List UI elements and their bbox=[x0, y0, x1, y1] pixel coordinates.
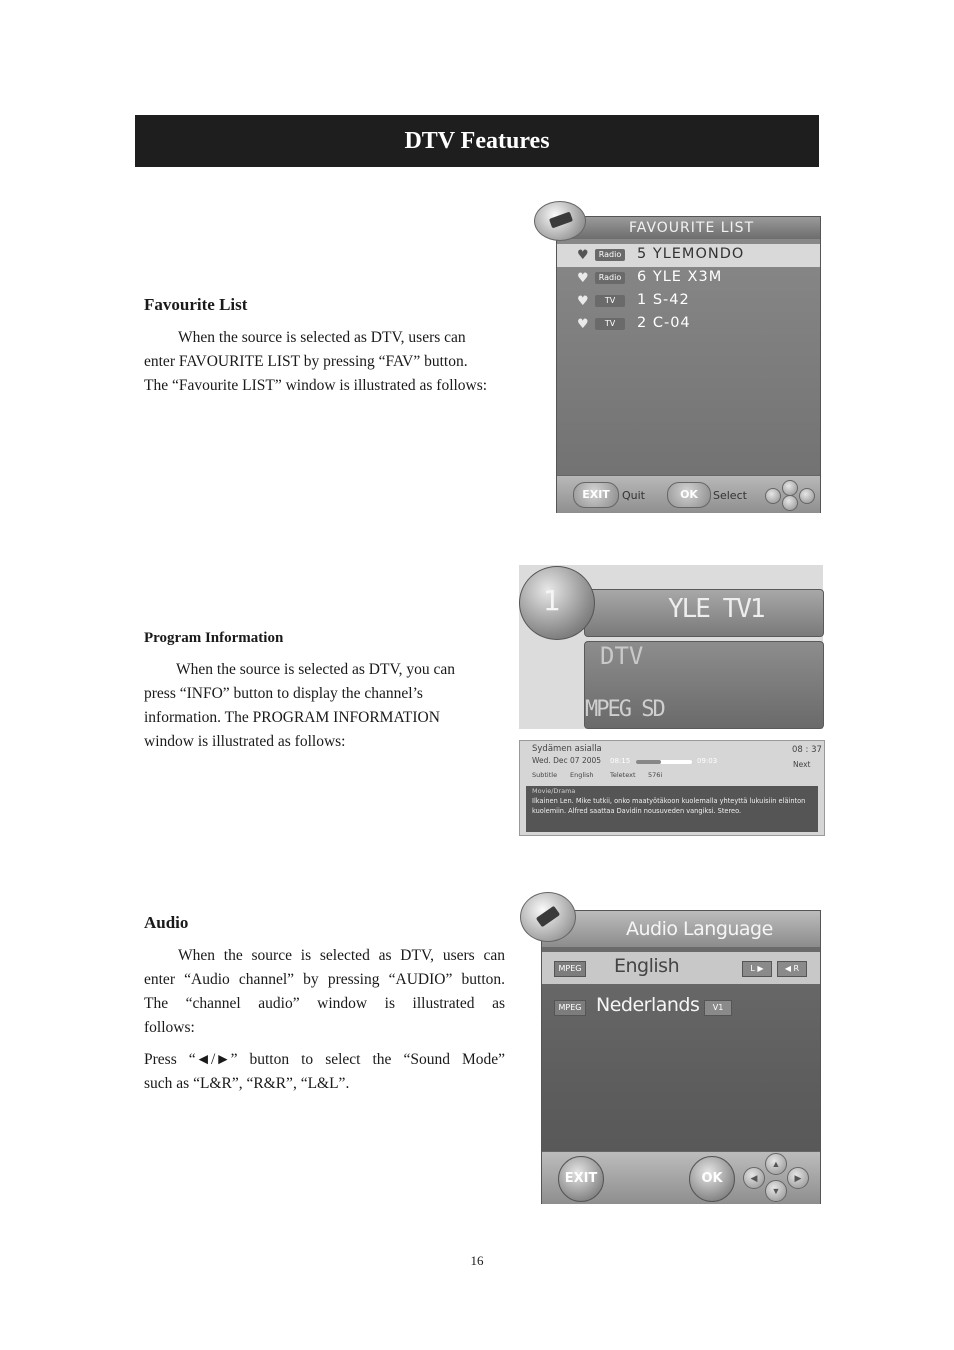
favourite-item[interactable] bbox=[557, 290, 820, 313]
language-name: Nederlands bbox=[596, 994, 700, 1016]
dpad-right-icon: ▶ bbox=[787, 1167, 809, 1189]
dpad-icon bbox=[739, 1153, 811, 1203]
dpad-left-icon: ◀ bbox=[743, 1167, 765, 1189]
channel-name: 5 YLEMONDO bbox=[637, 246, 745, 262]
paragraph-line: press “INFO” button to display the channel’s bbox=[144, 685, 423, 702]
subtitle-value: English bbox=[570, 771, 594, 779]
exit-button[interactable]: EXIT bbox=[558, 1156, 604, 1202]
audio-format-tag: MPEG bbox=[554, 1000, 586, 1016]
sound-mode-right-chip: ◀ R bbox=[777, 961, 807, 977]
audio-language-footer bbox=[542, 1151, 820, 1204]
program-information-heading: Program Information bbox=[144, 630, 284, 646]
audio-language-item[interactable] bbox=[542, 991, 820, 1023]
page-header-bar bbox=[135, 115, 819, 167]
program-information-paragraph bbox=[144, 658, 504, 754]
ok-button[interactable]: OK bbox=[689, 1156, 735, 1202]
paragraph-line: follows: bbox=[144, 1019, 195, 1036]
page-number: 16 bbox=[470, 1253, 484, 1268]
favourite-item[interactable] bbox=[557, 267, 820, 290]
language-name: English bbox=[614, 955, 680, 977]
subtitle-label: Subtitle bbox=[532, 771, 558, 779]
description-line: Ilkainen Len. Mike tutkii, onko maatyötäkoon kuolemalla yhteyttä lukuisiin eläinton bbox=[532, 797, 806, 805]
page-title: DTV Features bbox=[404, 127, 550, 154]
favourite-item[interactable] bbox=[557, 244, 820, 267]
channel-name: 1 S-42 bbox=[637, 292, 690, 308]
favourite-list-heading: Favourite List bbox=[144, 295, 248, 314]
program-description bbox=[526, 786, 818, 832]
dpad-down-icon: ▼ bbox=[765, 1180, 787, 1202]
favourite-list-badge-icon bbox=[534, 201, 586, 241]
audio-paragraph bbox=[144, 944, 505, 1040]
program-title: Sydämen asialla bbox=[532, 744, 602, 754]
dpad-down-icon bbox=[782, 495, 798, 511]
channel-name: 2 C-04 bbox=[637, 315, 691, 331]
paragraph-line: window is illustrated as follows: bbox=[144, 733, 346, 750]
paragraph-line: enter “Audio channel” by pressing “AUDIO” button. bbox=[144, 971, 505, 988]
favourite-item[interactable] bbox=[557, 313, 820, 336]
format-label: MPEG SD bbox=[585, 697, 664, 722]
quit-label: Quit bbox=[622, 489, 645, 502]
teletext-label: Teletext bbox=[610, 771, 636, 779]
dpad-icon bbox=[761, 480, 817, 510]
audio-language-title: Audio Language bbox=[542, 911, 820, 947]
channel-number: 1 bbox=[543, 584, 561, 617]
audio-language-item[interactable] bbox=[542, 952, 820, 984]
channel-type-tag: TV bbox=[595, 318, 625, 330]
heart-icon: ♥ bbox=[577, 294, 589, 309]
audio-track-chip: V1 bbox=[704, 1000, 732, 1016]
audio-language-badge-icon bbox=[520, 892, 576, 942]
heart-icon: ♥ bbox=[577, 271, 589, 286]
program-date: Wed. Dec 07 2005 bbox=[532, 756, 602, 765]
favourite-list-footer bbox=[557, 475, 820, 513]
paragraph-line: When the source is selected as DTV, you can bbox=[176, 661, 456, 678]
channel-name: 6 YLE X3M bbox=[637, 269, 723, 285]
source-label: DTV bbox=[600, 642, 644, 670]
exit-button[interactable]: EXIT bbox=[573, 482, 619, 508]
description-line: kuolemiin. Alfred saattaa Davidin nousuveden vangiksi. Stereo. bbox=[532, 807, 742, 815]
heart-icon: ♥ bbox=[577, 317, 589, 332]
paragraph-line: Press “◄/►” button to select the “Sound Mode” bbox=[144, 1051, 505, 1068]
channel-type-tag: Radio bbox=[595, 249, 625, 261]
ok-button[interactable]: OK bbox=[667, 482, 711, 508]
paragraph-line: enter FAVOURITE LIST by pressing “FAV” button. bbox=[144, 353, 468, 370]
dpad-up-icon bbox=[782, 480, 798, 496]
audio-language-screen bbox=[541, 910, 821, 1204]
dpad-right-icon bbox=[799, 488, 815, 504]
paragraph-line: When the source is selected as DTV, users can bbox=[178, 329, 466, 346]
heart-icon: ♥ bbox=[577, 248, 589, 263]
dpad-left-icon bbox=[765, 488, 781, 504]
channel-name: YLE TV1 bbox=[668, 594, 764, 624]
channel-type-tag: TV bbox=[595, 295, 625, 307]
favourite-list-screen bbox=[556, 216, 821, 513]
start-time: 08:15 bbox=[610, 757, 631, 765]
audio-format-tag: MPEG bbox=[554, 961, 586, 977]
teletext-value: 576i bbox=[648, 771, 663, 779]
audio-heading: Audio bbox=[144, 913, 189, 932]
end-time: 09:03 bbox=[697, 757, 718, 765]
audio-paragraph-2 bbox=[144, 1048, 505, 1096]
epg-info-panel bbox=[519, 740, 825, 836]
program-progress-fill bbox=[636, 760, 661, 764]
paragraph-line: The “Favourite LIST” window is illustrated as follows: bbox=[144, 377, 488, 394]
paragraph-line: The “channel audio” window is illustrated as bbox=[144, 995, 505, 1012]
next-label[interactable]: Next bbox=[793, 760, 811, 769]
paragraph-line: such as “L&R”, “R&R”, “L&L”. bbox=[144, 1075, 350, 1092]
paragraph-line: information. The PROGRAM INFORMATION bbox=[144, 709, 440, 726]
sound-mode-left-chip: L ▶ bbox=[742, 961, 772, 977]
favourite-list-title: FAVOURITE LIST bbox=[557, 217, 820, 239]
dpad-up-icon: ▲ bbox=[765, 1153, 787, 1175]
paragraph-line: When the source is selected as DTV, users can bbox=[178, 947, 505, 964]
favourite-list-paragraph bbox=[144, 326, 524, 398]
channel-type-tag: Radio bbox=[595, 272, 625, 284]
program-genre: Movie/Drama bbox=[532, 787, 576, 795]
clock-time: 08 : 37 bbox=[792, 745, 822, 755]
program-progress-bar bbox=[636, 760, 692, 764]
select-label: Select bbox=[713, 489, 747, 502]
